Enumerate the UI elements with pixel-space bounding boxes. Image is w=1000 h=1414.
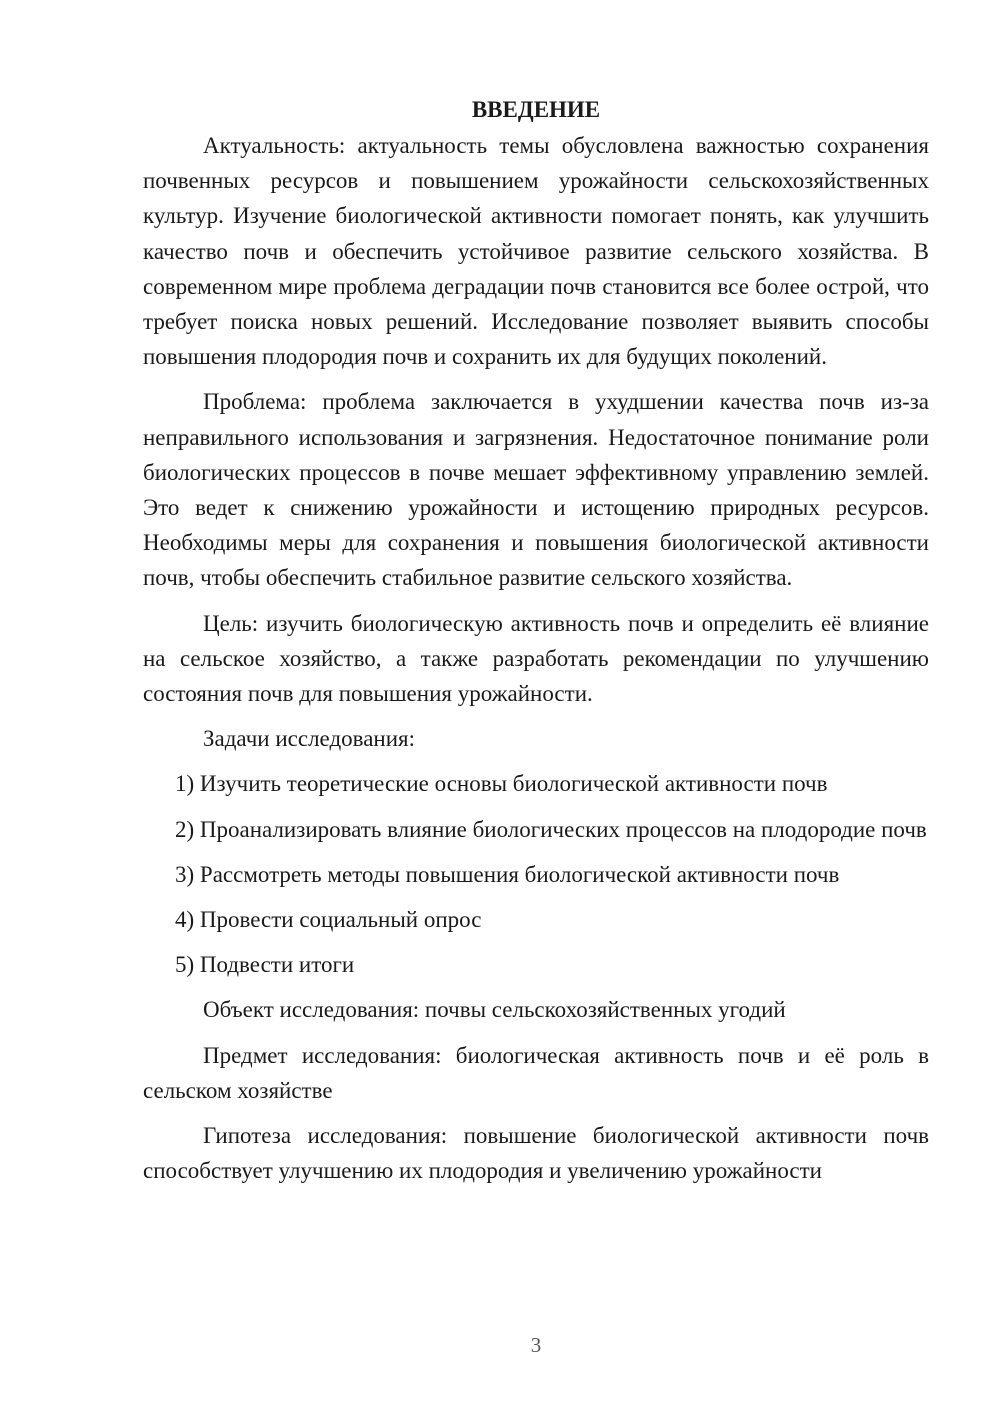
task-item-2: 2) Проанализировать влияние биологических процессов на плодородие почв [175, 816, 927, 842]
task-item-3: 3) Рассмотреть методы повышения биологической активности почв [175, 861, 840, 887]
page-number: 3 [530, 1333, 542, 1357]
page-content [143, 92, 929, 1198]
hypothesis-paragraph: Гипотеза исследования: повышение биологической активности почв способствует улучшению их плодородия и увеличению урожайности [143, 1123, 929, 1184]
goal-paragraph: Цель: изучить биологическую активность почв и определить её влияние на сельское хозяйство, а также разработать рекомендации по улучшению состояния почв для повышения урожайности. [143, 610, 929, 707]
task-item-1: 1) Изучить теоретические основы биологической активности почв [175, 771, 828, 797]
relevance-paragraph: Актуальность: актуальность темы обусловлена важностью сохранения почвенных ресурсов и повышением урожайности сельскохозяйственных культур. Изучение биологической активности помогает понять, как улучшить качество почв и обеспечить устойчивое развитие сельского хозяйства. В современном мире проблема деградации почв становится все более острой, что требует поиска новых решений. Исследование позволяет выявить способы повышения плодородия почв и сохранить их для будущих поколений. [143, 133, 929, 370]
object-paragraph: Объект исследования: почвы сельскохозяйственных угодий [203, 997, 786, 1023]
tasks-title: Задачи исследования: [203, 726, 416, 752]
page-heading: ВВЕДЕНИЕ [471, 97, 601, 122]
problem-paragraph: Проблема: проблема заключается в ухудшении качества почв из-за неправильного использования и загрязнения. Недостаточное понимание роли биологических процессов в почве мешает эффективному управлению землей. Это ведет к снижению урожайности и истощению природных ресурсов. Необходимы меры для сохранения и повышения биологической активности почв, чтобы обеспечить стабильное развитие сельского хозяйства. [143, 389, 929, 591]
task-item-5: 5) Подвести итоги [175, 952, 355, 978]
task-item-4: 4) Провести социальный опрос [175, 907, 482, 933]
subject-paragraph: Предмет исследования: биологическая активность почв и её роль в сельском хозяйстве [143, 1042, 929, 1103]
